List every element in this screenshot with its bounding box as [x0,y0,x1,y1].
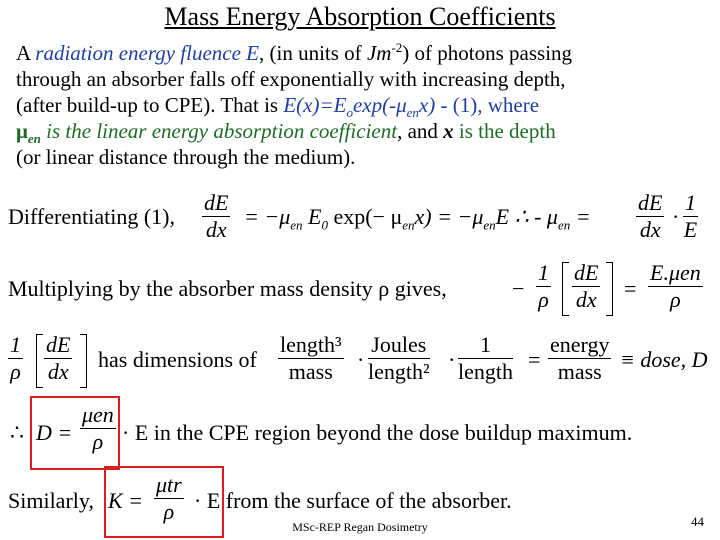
eq5-lhs: K = [108,488,144,513]
formula: E(x)=E [283,93,347,117]
text-unit: Jm [366,41,392,65]
eq3-dot-1: · [357,347,365,372]
symbol-x: x [443,119,454,143]
subscript: en [557,217,571,233]
numerator: 1 [685,190,696,215]
text: , (in units of [259,41,367,65]
eq3-frac-1-length [458,334,513,383]
eq4-therefore: ∴ [10,420,24,445]
formula-ref: - (1), where [435,93,540,117]
eq5-lead: Similarly, [8,488,94,513]
eq3-frac-dE-dx [44,334,72,383]
numerator: length³ [280,332,342,357]
denominator: E [683,217,698,242]
denominator: dx [47,359,69,384]
eq2-lead: Multiplying by the absorber mass density ρ gives, [8,276,447,301]
footer-text: MSc-REP Regan Dosimetry [292,520,428,534]
eq2-minus: − [512,276,525,301]
text: ) of photons passing [402,41,573,65]
text: x) = −μ [414,204,484,229]
text-depth: is the depth [453,119,556,143]
denominator: dx [205,217,227,242]
eq3-equals: = [528,347,541,372]
slide-title: Mass Energy Absorption Coefficients [164,2,556,31]
subscript: 0 [321,217,328,233]
subscript: en [402,217,415,233]
subscript: o [346,105,353,121]
right-bracket [606,262,613,316]
eq1-lead: Differentiating (1), [8,204,175,229]
eq1-frac-dE-dx [202,192,230,241]
paragraph-line-1 [16,40,572,66]
denominator: ρ [163,499,175,524]
numerator: dE [638,190,663,215]
eq4-frac-mu-rho [80,404,116,453]
symbol-mu: μ [16,119,28,143]
numerator: energy [550,332,610,357]
denominator: mass [288,359,333,384]
eq4-lhs: D = [36,420,73,445]
page-number: 44 [691,514,704,529]
text: E [302,204,322,229]
denominator: ρ [670,287,681,312]
subscript: en [406,105,419,121]
paragraph-line-2: through an absorber falls off exponentially with increasing depth, [16,67,566,91]
superscript: -2 [391,40,403,55]
paragraph-line-3 [16,92,540,121]
eq1-dot: · [672,204,680,229]
formula: x) [418,93,436,117]
text: exp(− μ [327,204,403,229]
eq4-tail: · E in the CPE region beyond the dose buildup maximum. [122,420,633,445]
left-bracket [36,334,43,388]
subscript: en [27,131,41,147]
eq3-dot-2: · [448,347,456,372]
text-definition: is the linear energy absorption coefficient [40,119,398,143]
text: = −μ [244,204,291,229]
denominator: ρ [10,359,21,384]
denominator: ρ [538,287,549,312]
eq3-mid: has dimensions of [98,347,257,372]
eq2-frac-1-rho [536,262,551,311]
text: = [570,204,591,229]
text: (after build-up to CPE). That is [16,93,284,117]
eq2-frac-dE-dx [572,262,600,311]
denominator: ρ [92,429,104,454]
subscript: en [483,217,496,233]
subscript: en [290,217,303,233]
formula: exp(-μ [352,93,407,117]
numerator: dE [574,260,599,285]
eq3-tail: ≡ dose, D [620,347,708,372]
eq2-equals: = [624,276,637,301]
denominator: length² [368,359,430,384]
eq3-frac-energy-mass [548,334,611,383]
paragraph-line-5: (or linear distance through the medium). [16,145,356,169]
numerator: μtr [156,472,182,497]
numerator: 1 [10,332,21,357]
text-radiation-fluence: radiation energy fluence E [35,41,260,65]
denominator: dx [639,217,661,242]
text: E ∴ - μ [495,204,558,229]
eq1-frac-1-E [683,192,698,241]
paragraph-line-4 [16,118,556,147]
eq3-frac-joules-length2 [368,334,430,383]
numerator: μen [82,402,114,427]
left-bracket [562,262,569,316]
numerator: E.μen [650,260,701,285]
eq1-frac-dE-dx-2 [636,192,664,241]
numerator: dE [204,190,229,215]
eq2-frac-E-mu-rho [648,262,703,311]
numerator: 1 [458,334,513,359]
right-bracket [80,334,87,388]
eq5-tail: · E from the surface of the absorber. [194,488,512,513]
denominator: mass [557,359,602,384]
text: A [16,41,36,65]
eq3-frac-length3-mass [278,334,344,383]
numerator: Joules [368,334,430,359]
numerator: 1 [538,260,549,285]
numerator: dE [46,332,71,357]
text: , and [397,119,444,143]
eq5-frac-mu-tr-rho [154,474,184,523]
eq1-rhs [244,204,591,233]
denominator: dx [575,287,597,312]
eq3-frac-1-rho [8,334,23,383]
denominator: length [458,359,513,384]
